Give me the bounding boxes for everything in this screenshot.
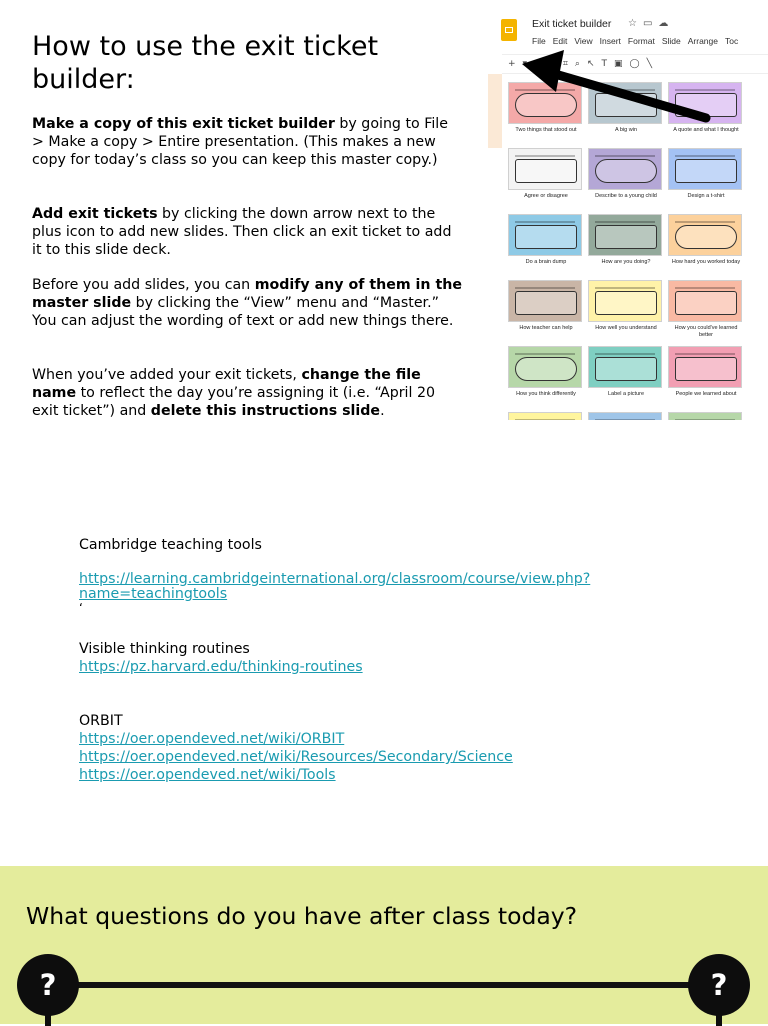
thumbnail-slide [588, 346, 662, 388]
answer-line [48, 982, 718, 988]
star-icon: ☆ [628, 18, 637, 29]
instruction-rename-bold-2: delete this instructions slide [150, 403, 381, 419]
thumbnail-answer-box [515, 159, 577, 183]
thumbnail-prompt-line [515, 155, 575, 157]
thumbnail-prompt-line [675, 221, 735, 223]
thumbnail-caption: How you could've learned better [674, 325, 738, 338]
slide-thumbnail [508, 346, 584, 398]
slide-thumbnail [508, 280, 584, 332]
slide-thumbnail [588, 412, 664, 420]
slide-thumbnail [668, 148, 744, 200]
left-stem [45, 1006, 51, 1026]
thumbnail-slide [508, 280, 582, 322]
instruction-copy [32, 115, 464, 169]
thumbnail-caption: A quote and what I thought [673, 127, 739, 133]
cambridge-link-line-2[interactable]: name=teachingtools [79, 586, 228, 602]
thumbnail-slide [508, 412, 582, 420]
cloud-icon: ☁ [658, 18, 669, 29]
slide-thumbnail [668, 346, 744, 398]
thumbnail-prompt-line [595, 419, 655, 420]
thumbnail-caption: Two things that stood out [515, 127, 577, 133]
thumbnail-prompt-line [515, 287, 575, 289]
instruction-modify-text-1: Before you add slides, you can [32, 277, 255, 293]
thumbnail-slide [668, 214, 742, 256]
instruction-modify-bold: modify any of them in the master slide [32, 277, 462, 311]
instruction-copy-bold: Make a copy of this exit ticket builder [32, 116, 335, 132]
slide-thumbnail [668, 280, 744, 339]
thumbnail-caption: How well you understand [595, 325, 657, 331]
thumbnail-caption: Label a picture [607, 391, 645, 397]
slide-thumbnail [508, 412, 584, 420]
thumbnail-prompt-line [675, 287, 735, 289]
shape-icon: ◯ [629, 59, 640, 69]
cambridge-link-line-1[interactable]: https://learning.cambridgeinternational.org/classroom/course/view.php? [79, 571, 591, 587]
question-mark-right-icon: ? [688, 954, 750, 1016]
exit-ticket-builder-screenshot [488, 10, 768, 420]
thumbnail-caption: A big win [614, 127, 637, 133]
pointer-arrow-icon [488, 10, 768, 150]
exit-question: What questions do you have after class today? [26, 902, 578, 930]
thumbnail-answer-box [595, 357, 657, 381]
cambridge-label: Cambridge teaching tools [79, 537, 262, 553]
thumbnail-caption: Agree or disagree [524, 193, 568, 199]
thumbnail-answer-box [675, 291, 737, 315]
thumbnail-caption: How are you doing? [601, 259, 651, 265]
thumbnail-caption: How hard you worked today [671, 259, 741, 265]
instruction-add-text: by clicking the down arrow next to the plus icon to add new slides. Then click an exit ticket to add it to this slide deck. [32, 206, 452, 258]
thumbnail-prompt-line [595, 221, 655, 223]
thumbnail-prompt-line [595, 155, 655, 157]
paint-icon: ⌗ [562, 59, 568, 69]
thumbnail-slide [508, 346, 582, 388]
instructions-title: How to use the exit ticket builder: [32, 31, 379, 95]
cambridge-link[interactable] [79, 572, 590, 614]
thumbnail-answer-box [515, 357, 577, 381]
slide-thumbnail [508, 214, 584, 266]
textbox-icon: T [601, 59, 607, 69]
thumbnail-slide [588, 214, 662, 256]
zoom-icon: ⌕ [574, 59, 580, 69]
thumbnail-prompt-line [515, 221, 575, 223]
thumbnail-answer-box [675, 357, 737, 381]
slide-thumbnail [668, 214, 744, 266]
menu-arrange: Arrange [687, 36, 718, 46]
instruction-add-bold: Add exit tickets [32, 206, 158, 222]
menu-format: Format [627, 36, 655, 46]
image-icon: ▣ [614, 59, 623, 69]
menu-slide: Slide [661, 36, 681, 46]
thumbnail-caption: Describe to a young child [595, 193, 657, 199]
thumbnail-prompt-line [675, 353, 735, 355]
instruction-rename-text-3: . [380, 403, 385, 419]
thumbnail-slide [588, 280, 662, 322]
thumbnail-prompt-line [515, 419, 575, 420]
thinking-routines-link[interactable]: https://pz.harvard.edu/thinking-routines [79, 659, 363, 675]
thumbnail-caption: People we learned about [675, 391, 737, 397]
slide-thumbnail [588, 280, 664, 332]
orbit-tools-link[interactable]: https://oer.opendeved.net/wiki/Tools [79, 767, 336, 783]
thumbnail-slide [508, 214, 582, 256]
instruction-rename-bold-1: change the file name [32, 367, 421, 401]
thumbnail-prompt-line [595, 353, 655, 355]
thinking-routines-label: Visible thinking routines [79, 641, 250, 657]
orbit-link[interactable]: https://oer.opendeved.net/wiki/ORBIT [79, 731, 345, 747]
thumbnail-answer-box [595, 225, 657, 249]
thumbnail-slide [668, 280, 742, 322]
thumbnail-answer-box [675, 159, 737, 183]
instruction-rename [32, 366, 464, 420]
thumbnail-answer-box [515, 225, 577, 249]
stray-mark: ‘ [79, 601, 83, 615]
orbit-label: ORBIT [79, 713, 123, 729]
slide-thumbnail [588, 346, 664, 398]
cursor-icon: ↖ [586, 59, 595, 69]
thumbnail-caption: Design a t-shirt [687, 193, 725, 199]
slide-thumbnail [588, 148, 664, 200]
thumbnail-slide [668, 346, 742, 388]
instruction-modify-text-2: by clicking the “View” menu and “Master.” You can adjust the wording of text or add new things there. [32, 295, 454, 329]
thumbnail-answer-box [595, 159, 657, 183]
thumbnail-caption: Do a brain dump [525, 259, 567, 265]
menu-edit: Edit [552, 36, 568, 46]
thumbnail-slide [668, 148, 742, 190]
thumbnail-prompt-line [515, 353, 575, 355]
thumbnail-caption: How you think differently [516, 391, 576, 397]
thumbnail-prompt-line [675, 419, 735, 420]
menu-file: File [532, 36, 546, 46]
folder-icon: ▭ [642, 18, 653, 29]
thumbnail-answer-box [595, 291, 657, 315]
thumbnail-slide [588, 412, 662, 420]
thumbnail-answer-box [515, 291, 577, 315]
thumbnail-slide [508, 148, 582, 190]
instruction-add [32, 205, 464, 259]
right-stem [716, 1006, 722, 1026]
instruction-modify [32, 276, 464, 330]
menu-tools: Toc [724, 36, 739, 46]
plus-icon: + [508, 59, 516, 69]
slide-thumbnail [668, 412, 744, 420]
menu-view: View [574, 36, 593, 46]
instruction-rename-text-1: When you’ve added your exit tickets, [32, 367, 302, 383]
question-mark-left-icon: ? [17, 954, 79, 1016]
thumbnail-caption: How teacher can help [519, 325, 573, 331]
menu-insert: Insert [599, 36, 621, 46]
thumbnail-prompt-line [595, 287, 655, 289]
orbit-science-link[interactable]: https://oer.opendeved.net/wiki/Resources/Secondary/Science [79, 749, 513, 765]
instruction-rename-text-2: to reflect the day you’re assigning it (i.e. “April 20 exit ticket”) and [32, 385, 436, 419]
thumbnail-prompt-line [675, 155, 735, 157]
thumbnail-slide [668, 412, 742, 420]
slide-thumbnail [508, 148, 584, 200]
thumbnail-answer-box [675, 225, 737, 249]
instruction-copy-text: by going to File > Make a copy > Entire presentation. (This makes a new copy for today’s class so you can keep this master copy.) [32, 116, 448, 168]
slide-thumbnail [588, 214, 664, 266]
exit-ticket-slide [0, 866, 768, 1024]
line-icon: ╲ [646, 59, 653, 69]
thumbnail-slide [588, 148, 662, 190]
document-title: Exit ticket builder [532, 18, 612, 30]
